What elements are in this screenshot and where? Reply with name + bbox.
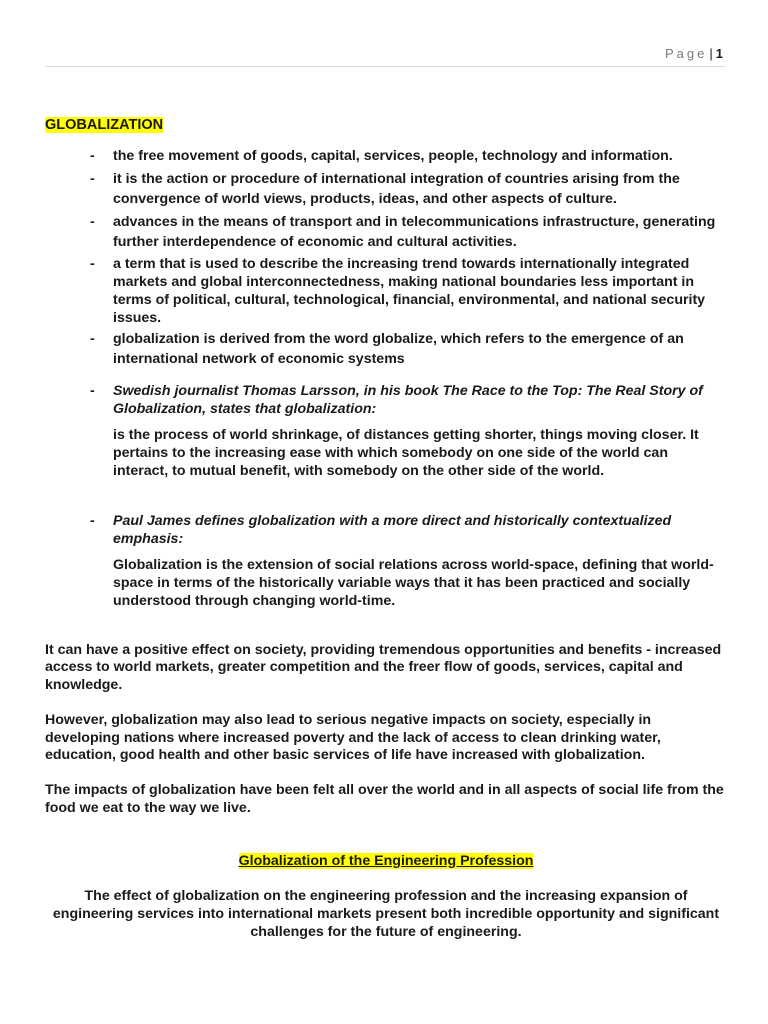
document-title <box>45 116 727 134</box>
section-title-text: Globalization of the Engineering Profession <box>238 852 534 869</box>
quote-text: Globalization is the extension of social relations across world-space, defining that world-space in terms of the historically variable ways that it has been practiced and socially understood through changing world-time. <box>113 556 714 609</box>
quote-intro: - Swedish journalist Thomas Larsson, in his book The Race to the Top: The Real Story of Globalization, states that globalization: <box>113 382 703 417</box>
title-highlight: GLOBALIZATION <box>45 117 164 133</box>
paragraph: The impacts of globalization have been felt all over the world and in all aspects of social life from the food we eat to the way we live. <box>45 782 724 817</box>
quote-intro: - Paul James defines globalization with a more direct and historically contextualized emphasis: <box>113 512 672 547</box>
page-number: 1 <box>715 46 723 61</box>
page-divider: | <box>709 46 713 61</box>
section-title <box>45 852 727 870</box>
list-item: - globalization is derived from the word globalize, which refers to the emergence of an international network of economic systems <box>113 329 727 370</box>
list-item: - it is the action or procedure of international integration of countries arising from the convergence of world views, products, ideas, and other aspects of culture. <box>113 169 727 210</box>
paragraph: It can have a positive effect on society, providing tremendous opportunities and benefits - increased access to world markets, greater competition and the freer flow of goods, services, capital and knowledge. <box>45 641 722 694</box>
paragraph: However, globalization may also lead to serious negative impacts on society, especially in developing nations where increased poverty and the lack of access to clean drinking water, education, good health and other basic services of life have increased with globalization. <box>45 711 661 764</box>
document-body <box>45 116 727 941</box>
list-item: - the free movement of goods, capital, services, people, technology and information. <box>113 146 727 167</box>
page-number-label <box>665 46 723 61</box>
page-word: Page <box>665 46 708 61</box>
list-item: - a term that is used to describe the increasing trend towards internationally integrated markets and global interconnectedness, making national boundaries less important in terms of political, cultural, technological, financial, environmental, and national security issues. <box>113 255 727 327</box>
quote-list-1 <box>45 382 727 480</box>
definition-list <box>45 146 727 370</box>
quote-item-larsson <box>113 382 727 480</box>
section-paragraph: The effect of globalization on the engineering profession and the increasing expansion of engineering services into international markets present both incredible opportunity and significant challenges for the future of engineering. <box>52 887 720 940</box>
quote-list-2 <box>45 512 727 610</box>
list-item: - advances in the means of transport and in telecommunications infrastructure, generating further interdependence of economic and cultural activities. <box>113 212 727 253</box>
page-header <box>45 46 725 67</box>
quote-item-james <box>113 512 727 610</box>
quote-text: is the process of world shrinkage, of distances getting shorter, things moving closer. It pertains to the increasing ease with which somebody on one side of the world can interact, to mutual benefit, with somebody on the other side of the world. <box>113 426 699 479</box>
